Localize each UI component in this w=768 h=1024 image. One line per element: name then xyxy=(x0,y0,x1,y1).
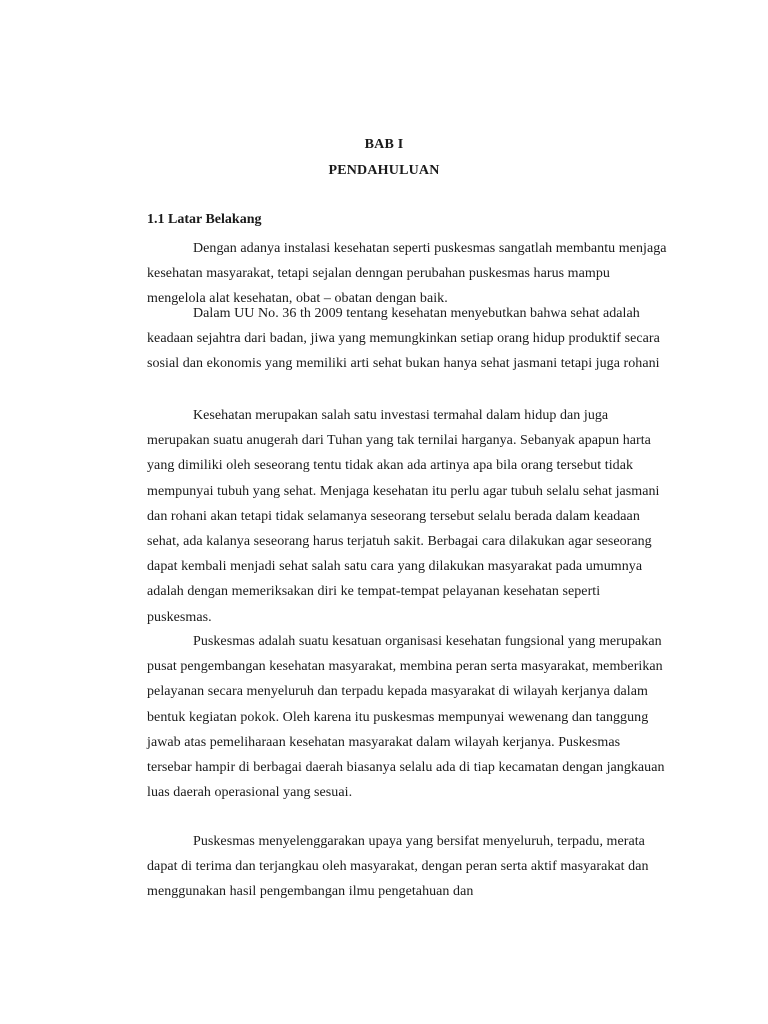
paragraph-1: Dengan adanya instalasi kesehatan seperti puskesmas sangatlah membantu menjaga kesehatan masyarakat, tetapi sejalan denngan perubahan puskesmas harus mampu mengelola alat kesehatan, obat – obatan dengan baik. xyxy=(147,241,667,307)
section-title: 1.1 Latar Belakang xyxy=(147,212,262,227)
paragraph-3: Kesehatan merupakan salah satu investasi termahal dalam hidup dan juga merupakan suatu anugerah dari Tuhan yang tak ternilai harganya. Sebanyak apapun harta yang dimiliki oleh seseorang tentu tidak akan ada artinya apa bila orang tersebut tidak mempunyai tubuh yang sehat. Menjaga kesehatan itu perlu agar tubuh selalu sehat jasmani dan rohani akan tetapi tidak selamanya seseorang tersebut selalu berada dalam keadaan sehat, ada kalanya seseorang harus terjatuh sakit. Berbagai cara dilakukan agar seseorang dapat kembali menjadi sehat salah satu cara yang dilakukan masyarakat pada umumnya adalah dengan memeriksakan diri ke tempat-tempat pelayanan kesehatan seperti puskesmas. xyxy=(147,408,660,625)
paragraph-5: Puskesmas menyelenggarakan upaya yang bersifat menyeluruh, terpadu, merata dapat di terima dan terjangkau oleh masyarakat, dengan peran serta aktif masyarakat dan menggunakan hasil pengembangan ilmu pengetahuan dan xyxy=(147,834,649,900)
chapter-number: BAB I xyxy=(364,137,404,152)
chapter-title: PENDAHULUAN xyxy=(328,163,440,178)
paragraph-2: Dalam UU No. 36 th 2009 tentang kesehatan menyebutkan bahwa sehat adalah keadaan sejahtra dari badan, jiwa yang memungkinkan setiap orang hidup produktif secara sosial dan ekonomis yang memiliki arti sehat bukan hanya sehat jasmani tetapi juga rohani xyxy=(147,306,660,372)
paragraph-4: Puskesmas adalah suatu kesatuan organisasi kesehatan fungsional yang merupakan pusat pengembangan kesehatan masyarakat, membina peran serta masyarakat, memberikan pelayanan secara menyeluruh dan terpadu kepada masyarakat di wilayah kerjanya dalam bentuk kegiatan pokok. Oleh karena itu puskesmas mempunyai wewenang dan tanggung jawab atas pemeliharaan kesehatan masyarakat dalam wilayah kerjanya. Puskesmas tersebar hampir di berbagai daerah biasanya selalu ada di tiap kecamatan dengan jangkauan luas daerah operasional yang sesuai. xyxy=(147,634,665,801)
